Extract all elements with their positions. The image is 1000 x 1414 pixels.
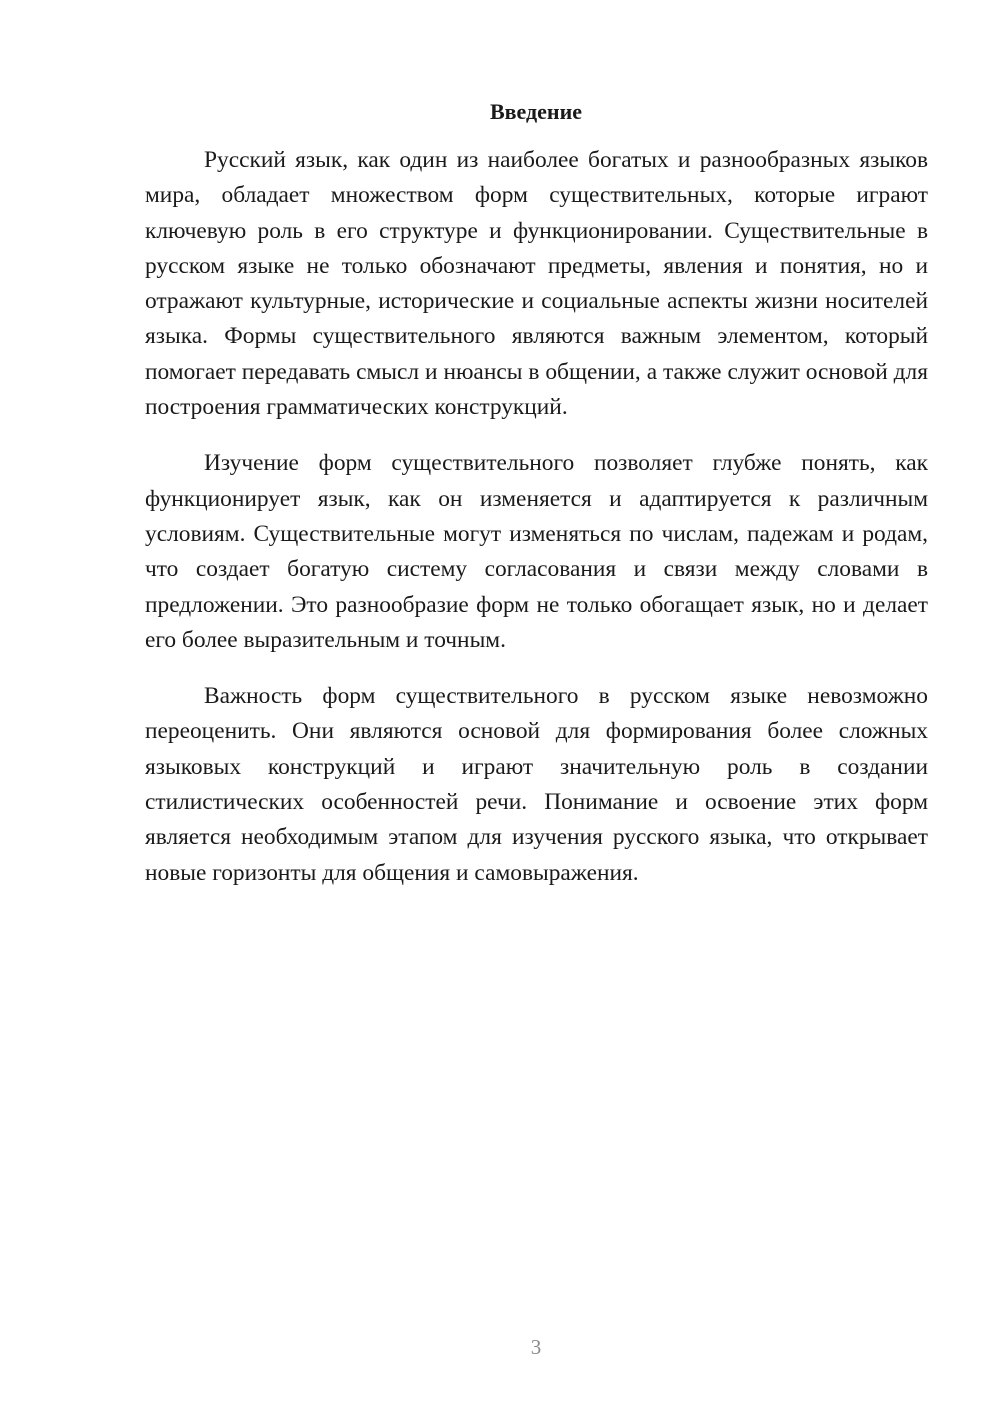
paragraph-2: Изучение форм существительного позволяет глубже понять, как функционирует язык, как он изменяется и адаптируется к различным условиям. Существительные могут изменяться по числам, падежам и родам, что создает богатую систему согласования и связи между словами в предложении. Это разнообразие форм не только обогащает язык, но и делает его более выразительным и точным. bbox=[145, 450, 928, 653]
paragraph-3: Важность форм существительного в русском языке невозможно переоценить. Они являются основой для формирования более сложных языковых конструкций и играют значительную роль в создании стилистических особенностей речи. Понимание и освоение этих форм является необходимым этапом для изучения русского языка, что открывает новые горизонты для общения и самовыражения. bbox=[145, 683, 928, 886]
paragraph-1: Русский язык, как один из наиболее богатых и разнообразных языков мира, обладает множеством форм существительных, которые играют ключевую роль в его структуре и функционировании. Существительные в русском языке не только обозначают предметы, явления и понятия, но и отражают культурные, исторические и социальные аспекты жизни носителей языка. Формы существительного являются важным элементом, который помогает передавать смысл и нюансы в общении, а также служит основой для построения грамматических конструкций. bbox=[145, 147, 928, 421]
body-text bbox=[145, 143, 928, 912]
page-title: Введение bbox=[489, 99, 583, 124]
page-number: 3 bbox=[530, 1335, 542, 1359]
